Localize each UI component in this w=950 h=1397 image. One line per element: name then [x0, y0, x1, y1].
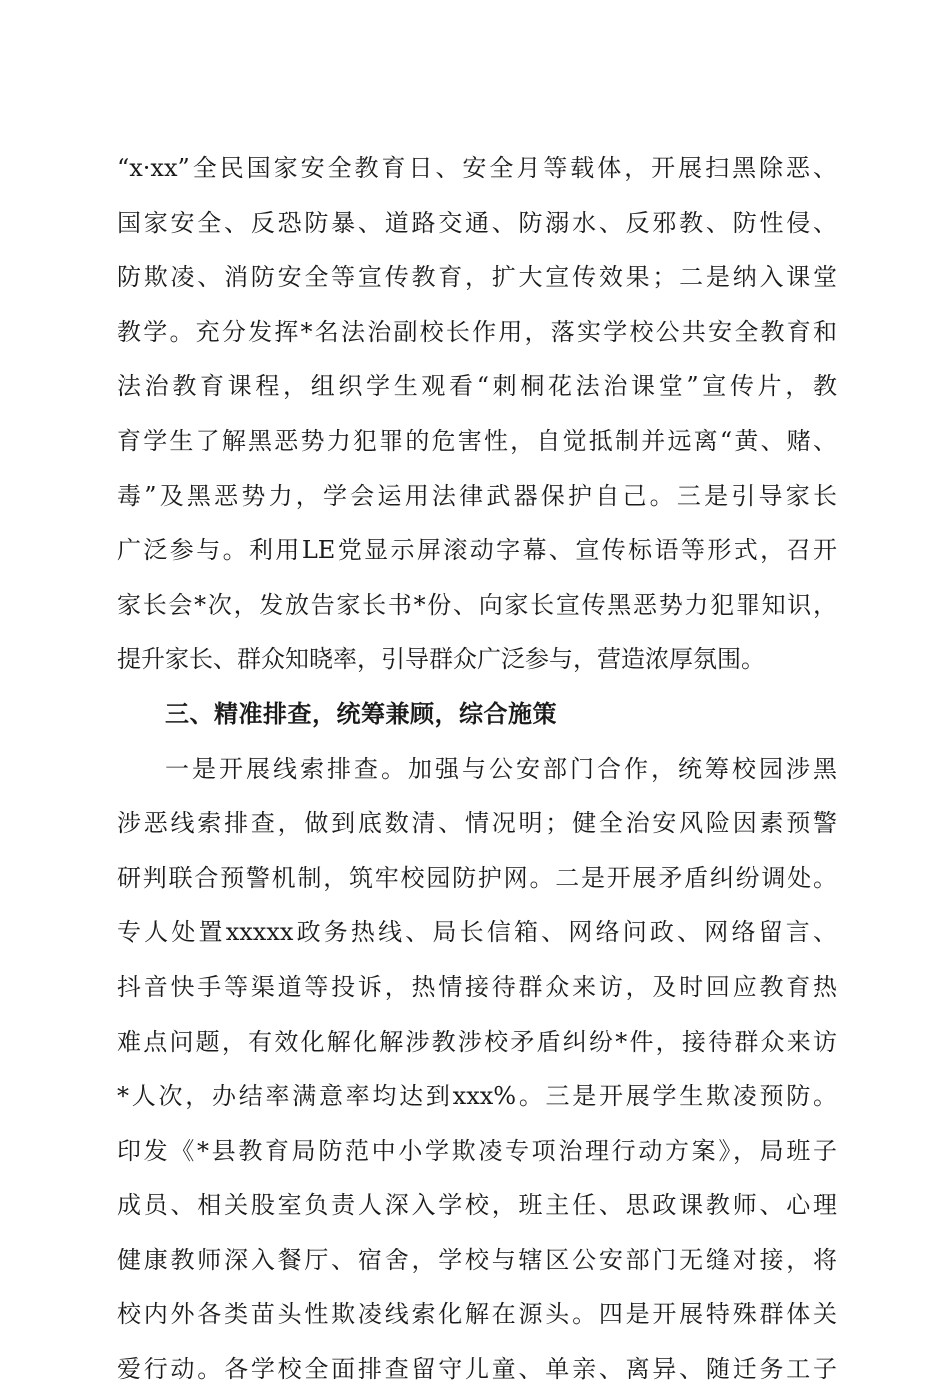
text-line: 难点问题，有效化解化解涉教涉校矛盾纠纷*件，接待群众来访: [117, 1027, 837, 1056]
text-line: 国家安全、反恐防暴、道路交通、防溺水、反邪教、防性侵、: [117, 208, 837, 237]
text-line: 教学。充分发挥*名法治副校长作用，落实学校公共安全教育和: [117, 317, 837, 346]
text-line: *人次，办结率满意率均达到xxx%。三是开展学生欺凌预防。: [117, 1082, 837, 1111]
text-line: 专人处置xxxxx政务热线、局长信箱、网络问政、网络留言、: [117, 918, 837, 947]
body-text: [117, 141, 837, 1397]
text-line: “x·xx”全民国家安全教育日、安全月等载体，开展扫黑除恶、: [117, 154, 837, 182]
text-line: 研判联合预警机制，筑牢校园防护网。二是开展矛盾纠纷调处。: [117, 863, 837, 892]
text-line: 印发《*县教育局防范中小学欺凌专项治理行动方案》，局班子: [117, 1136, 837, 1165]
text-line: 涉恶线索排查，做到底数清、情况明；健全治安风险因素预警: [117, 809, 837, 838]
text-line: 防欺凌、消防安全等宣传教育，扩大宣传效果；二是纳入课堂: [117, 263, 837, 292]
text-line: 一是开展线索排查。加强与公安部门合作，统筹校园涉黑: [165, 754, 837, 783]
text-line: 成员、相关股室负责人深入学校，班主任、思政课教师、心理: [117, 1191, 837, 1220]
text-line: 育学生了解黑恶势力犯罪的危害性，自觉抵制并远离“黄、赌、: [117, 426, 837, 455]
section-heading: 三、精准排查，统筹兼顾，综合施策: [165, 699, 557, 728]
text-line: 家长会*次，发放告家长书*份、向家长宣传黑恶势力犯罪知识，: [117, 590, 837, 619]
text-line: 毒”及黑恶势力，学会运用法律武器保护自己。三是引导家长: [117, 481, 837, 510]
text-line: 校内外各类苗头性欺凌线索化解在源头。四是开展特殊群体关: [117, 1300, 837, 1329]
text-line: 广泛参与。利用LE党显示屏滚动字幕、宣传标语等形式，召开: [117, 536, 837, 565]
text-line: 法治教育课程，组织学生观看“刺桐花法治课堂”宣传片，教: [117, 372, 837, 401]
text-line: 健康教师深入餐厅、宿舍，学校与辖区公安部门无缝对接，将: [117, 1245, 837, 1274]
text-line: 爱行动。各学校全面排查留守儿童、单亲、离异、随迁务工子: [117, 1355, 837, 1384]
text-line: 提升家长、群众知晓率，引导群众广泛参与，营造浓厚氛围。: [117, 645, 765, 674]
text-line: 抖音快手等渠道等投诉，热情接待群众来访，及时回应教育热: [117, 972, 837, 1001]
